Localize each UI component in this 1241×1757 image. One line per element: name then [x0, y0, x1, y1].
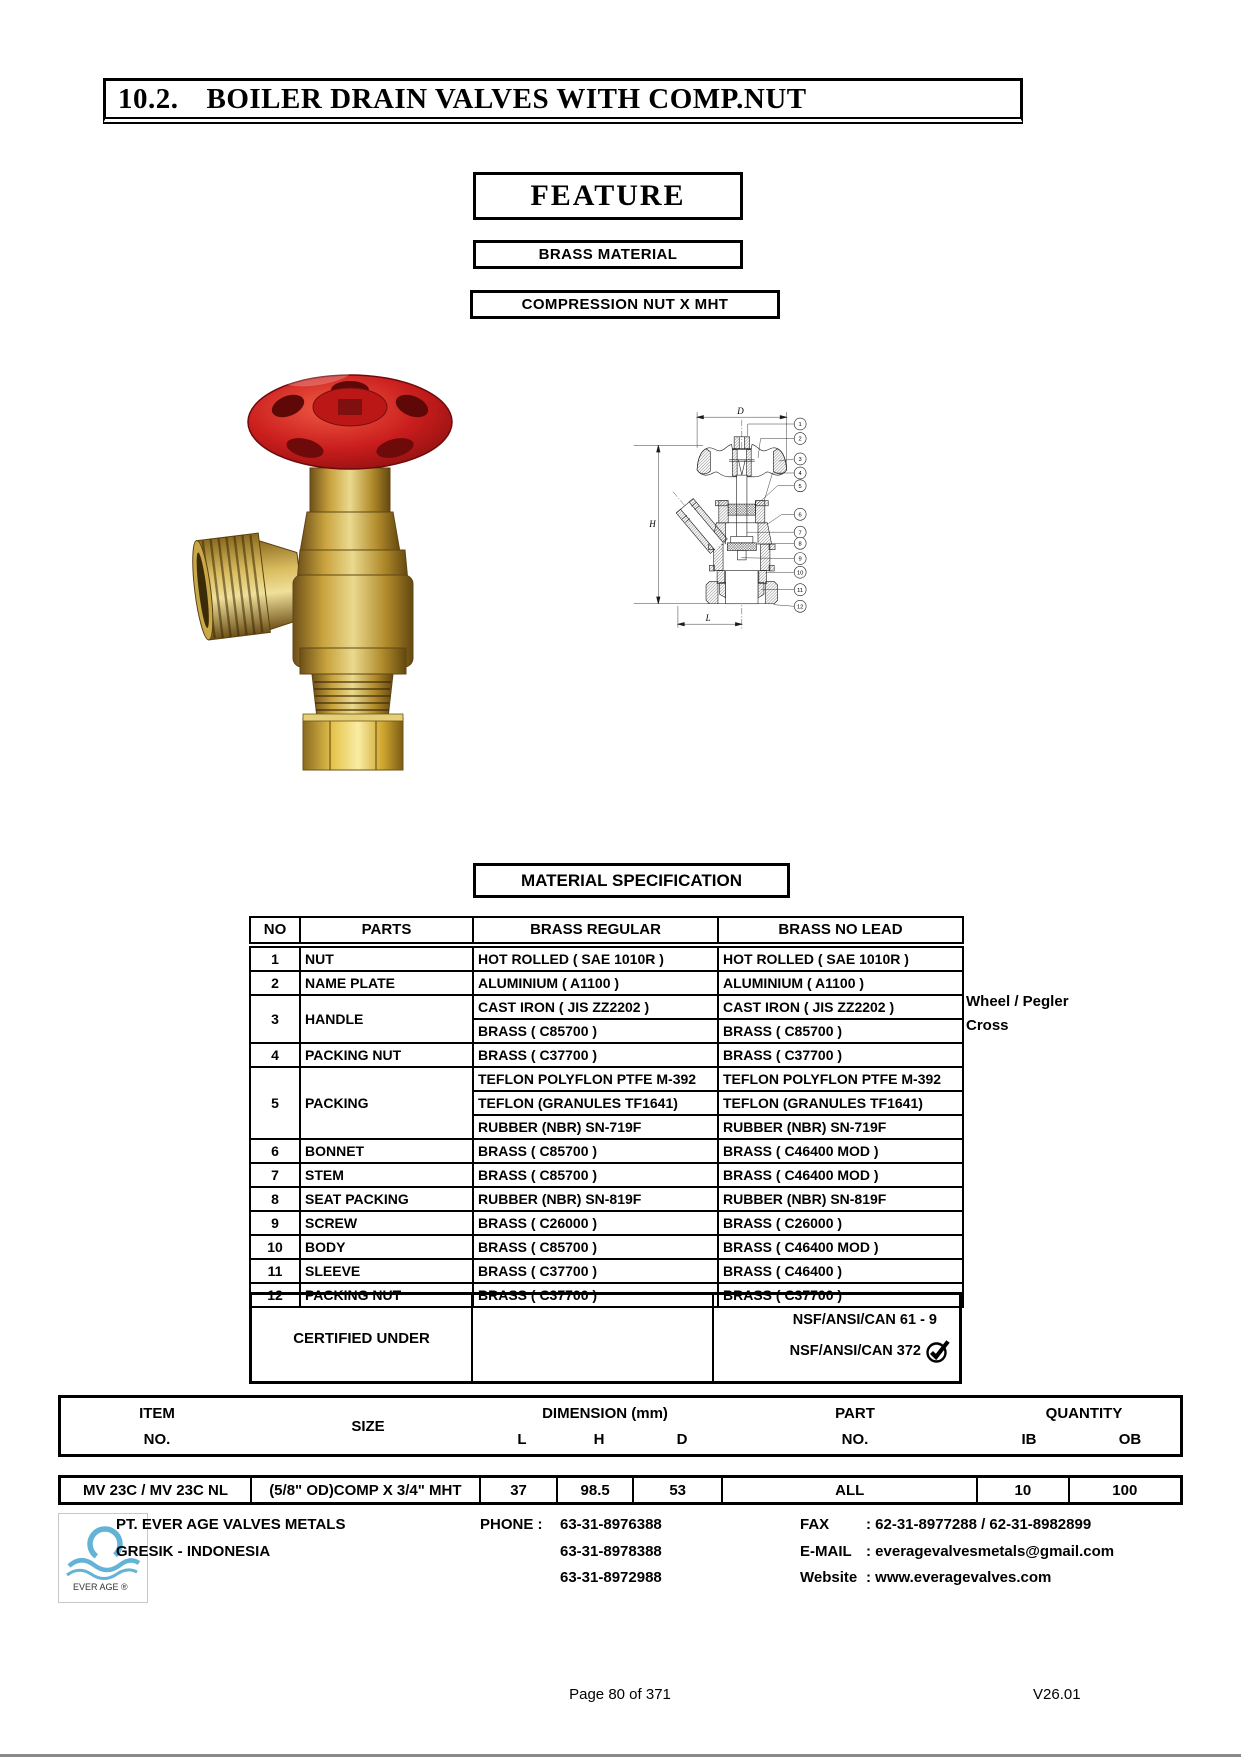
callout-number: 6 — [798, 512, 802, 519]
spec-row — [250, 1139, 963, 1163]
spec-regular-cell: BRASS ( C85700 ) — [473, 1163, 718, 1187]
handle-note-line2: Cross — [966, 1017, 1009, 1034]
spec-nolead-cell: ALUMINIUM ( A1100 ) — [718, 971, 963, 995]
spec-nolead-cell: RUBBER (NBR) SN-719F — [718, 1115, 963, 1139]
dim-d-value: 53 — [634, 1478, 724, 1502]
hdr-ob: OB — [1118, 1431, 1142, 1448]
dim-label-d: D — [737, 406, 744, 417]
spec-regular-cell: ALUMINIUM ( A1100 ) — [473, 971, 718, 995]
callout-leader-line — [748, 424, 794, 436]
part-no-value: ALL — [723, 1478, 978, 1502]
spec-no-cell: 3 — [250, 995, 300, 1043]
callout-number: 12 — [796, 604, 804, 611]
spec-row — [250, 995, 963, 1019]
phone-3: 63-31-8972988 — [560, 1569, 662, 1586]
hdr-quantity: QUANTITY — [1045, 1405, 1123, 1422]
spec-nolead-cell: TEFLON (GRANULES TF1641) — [718, 1091, 963, 1115]
dim-label-h: H — [649, 519, 656, 530]
callout-number: 9 — [798, 556, 802, 563]
spec-no-cell: 9 — [250, 1211, 300, 1235]
callout-leader-line — [764, 473, 794, 502]
page-number: Page 80 of 371 — [569, 1686, 671, 1703]
drawing-seat-packing — [727, 543, 756, 551]
hdr-dimension: DIMENSION (mm) — [542, 1405, 668, 1422]
drawing-bottom-nut — [706, 571, 778, 604]
spec-regular-cell: TEFLON (GRANULES TF1641) — [473, 1091, 718, 1115]
feature-material: BRASS MATERIAL — [473, 240, 743, 269]
spec-no-cell: 6 — [250, 1139, 300, 1163]
feature-connection: COMPRESSION NUT X MHT — [470, 290, 780, 319]
item-no-value: MV 23C / MV 23C NL — [61, 1478, 252, 1502]
photo-bottom-thread — [312, 674, 393, 718]
certified-empty-cell — [473, 1295, 714, 1381]
email-label: E-MAIL — [800, 1543, 852, 1560]
handle-note-line1: Wheel / Pegler — [966, 993, 1069, 1010]
spec-part-cell: PACKING — [300, 1067, 473, 1139]
certified-under-box — [249, 1292, 962, 1384]
spec-nolead-cell: HOT ROLLED ( SAE 1010R ) — [718, 945, 963, 971]
spec-regular-cell: BRASS ( C26000 ) — [473, 1211, 718, 1235]
certification-2: NSF/ANSI/CAN 372 — [789, 1343, 921, 1359]
spec-part-cell: HANDLE — [300, 995, 473, 1043]
email-value: : everagevalvesmetals@gmail.com — [866, 1543, 1115, 1560]
hdr-ib: IB — [1021, 1431, 1037, 1448]
feature-heading: FEATURE — [473, 172, 743, 220]
drawing-handwheel — [697, 444, 786, 476]
callout-number: 11 — [797, 587, 804, 594]
hdr-h: H — [593, 1431, 605, 1448]
page-title-box — [103, 78, 1023, 124]
spec-nolead-cell: BRASS ( C46400 MOD ) — [718, 1235, 963, 1259]
spec-nolead-cell: BRASS ( C85700 ) — [718, 1019, 963, 1043]
hdr-item: ITEM — [139, 1405, 175, 1422]
fax-value: : 62-31-8977288 / 62-31-8982899 — [866, 1516, 1092, 1533]
dim-label-l: L — [705, 612, 711, 623]
hdr-size: SIZE — [351, 1418, 385, 1435]
hdr-l: L — [517, 1431, 527, 1448]
spec-row — [250, 1211, 963, 1235]
spec-no-cell: 5 — [250, 1067, 300, 1139]
spec-no-cell: 1 — [250, 945, 300, 971]
spec-col-nolead: BRASS NO LEAD — [718, 917, 963, 945]
size-value: (5/8" OD)COMP X 3/4" MHT — [252, 1478, 481, 1502]
spec-regular-cell: CAST IRON ( JIS ZZ2202 ) — [473, 995, 718, 1019]
photo-packing-nut — [300, 512, 400, 552]
spec-part-cell: BONNET — [300, 1139, 473, 1163]
qty-ib-value: 10 — [978, 1478, 1070, 1502]
fax-label: FAX — [800, 1516, 830, 1533]
spec-regular-cell: TEFLON POLYFLON PTFE M-392 — [473, 1067, 718, 1091]
hdr-item-no: NO. — [143, 1431, 171, 1448]
callout-number: 8 — [798, 541, 802, 548]
website-value: : www.everagevalves.com — [866, 1569, 1052, 1586]
spec-nolead-cell: BRASS ( C46400 MOD ) — [718, 1139, 963, 1163]
photo-outlet-spout — [189, 529, 306, 641]
logo-text: EVER AGE ® — [73, 1582, 128, 1592]
spec-nolead-cell: CAST IRON ( JIS ZZ2202 ) — [718, 995, 963, 1019]
spec-no-cell: 12 — [250, 1283, 300, 1307]
spec-part-cell: SLEEVE — [300, 1259, 473, 1283]
material-spec-table — [249, 916, 964, 1308]
spec-regular-cell: HOT ROLLED ( SAE 1010R ) — [473, 945, 718, 971]
handle-note — [966, 990, 1116, 1038]
technical-drawing — [620, 295, 1080, 855]
drawing-stem-disc — [731, 536, 753, 542]
callout-number: 2 — [798, 436, 802, 443]
hdr-part: PART — [835, 1405, 875, 1422]
spec-part-cell: SEAT PACKING — [300, 1187, 473, 1211]
callout-number: 5 — [798, 483, 802, 490]
spec-nolead-cell: BRASS ( C26000 ) — [718, 1211, 963, 1235]
dim-l-value: 37 — [481, 1478, 559, 1502]
spec-col-regular: BRASS REGULAR — [473, 917, 718, 945]
version-label: V26.01 — [1033, 1686, 1081, 1703]
spec-regular-cell: BRASS ( C37700 ) — [473, 1043, 718, 1067]
drawing-packing — [728, 504, 755, 515]
certification-check-icon — [925, 1338, 951, 1364]
spec-row — [250, 971, 963, 995]
spec-row — [250, 1259, 963, 1283]
website-label: Website — [800, 1569, 858, 1586]
spec-part-cell: BODY — [300, 1235, 473, 1259]
spec-part-cell: SCREW — [300, 1211, 473, 1235]
callout-number: 3 — [798, 457, 802, 464]
callout-number: 7 — [798, 530, 802, 537]
spec-regular-cell: BRASS ( C85700 ) — [473, 1139, 718, 1163]
spec-no-cell: 11 — [250, 1259, 300, 1283]
spec-part-cell: NAME PLATE — [300, 971, 473, 995]
phone-label: PHONE : — [480, 1516, 543, 1533]
spec-no-cell: 10 — [250, 1235, 300, 1259]
spec-regular-cell: RUBBER (NBR) SN-719F — [473, 1115, 718, 1139]
certified-under-label: CERTIFIED UNDER — [252, 1295, 473, 1381]
spec-regular-cell: BRASS ( C85700 ) — [473, 1235, 718, 1259]
company-name: PT. EVER AGE VALVES METALS — [116, 1516, 346, 1533]
company-city: GRESIK - INDONESIA — [116, 1543, 271, 1560]
spec-row — [250, 945, 963, 971]
item-table-row — [58, 1475, 1183, 1505]
spec-regular-cell: BRASS ( C85700 ) — [473, 1019, 718, 1043]
page-title: BOILER DRAIN VALVES WITH COMP.NUT — [206, 82, 807, 115]
certification-1: NSF/ANSI/CAN 61 - 9 — [792, 1312, 937, 1328]
hdr-d: D — [676, 1431, 688, 1448]
photo-handwheel — [248, 362, 452, 469]
callout-number: 1 — [798, 422, 802, 429]
spec-header-row — [250, 917, 963, 945]
fax-line — [800, 1516, 1091, 1533]
spec-nolead-cell: TEFLON POLYFLON PTFE M-392 — [718, 1067, 963, 1091]
callout-leader-line — [768, 514, 794, 523]
callout-leader-line — [773, 605, 794, 607]
photo-stem-nut — [310, 468, 390, 514]
hdr-part-no: NO. — [841, 1431, 869, 1448]
spec-no-cell: 7 — [250, 1163, 300, 1187]
spec-row — [250, 1163, 963, 1187]
qty-ob-value: 100 — [1112, 1481, 1138, 1499]
spec-no-cell: 2 — [250, 971, 300, 995]
spec-no-cell: 8 — [250, 1187, 300, 1211]
spec-part-cell: STEM — [300, 1163, 473, 1187]
spec-regular-cell: BRASS ( C37700 ) — [473, 1259, 718, 1283]
spec-regular-cell: BRASS ( C37700 ) — [473, 1283, 718, 1307]
spec-nolead-cell: BRASS ( C46400 ) — [718, 1259, 963, 1283]
spec-row — [250, 1067, 963, 1091]
certification-list — [714, 1295, 959, 1381]
spec-nolead-cell: BRASS ( C37700 ) — [718, 1043, 963, 1067]
spec-col-no: NO — [250, 917, 300, 945]
spec-row — [250, 1043, 963, 1067]
spec-regular-cell: RUBBER (NBR) SN-819F — [473, 1187, 718, 1211]
drawing-screw — [738, 551, 747, 560]
phone-1: 63-31-8976388 — [560, 1516, 662, 1533]
spec-row — [250, 1235, 963, 1259]
product-photo-valve — [150, 330, 470, 775]
section-number: 10.2. — [118, 82, 179, 115]
photo-compression-nut — [303, 714, 403, 770]
material-spec-heading: MATERIAL SPECIFICATION — [473, 863, 790, 898]
spec-part-cell: PACKING NUT — [300, 1283, 473, 1307]
dim-h-value: 98.5 — [558, 1478, 634, 1502]
spec-row — [250, 1187, 963, 1211]
spec-no-cell: 4 — [250, 1043, 300, 1067]
spec-part-cell: NUT — [300, 945, 473, 971]
drawing-sleeve — [720, 582, 726, 597]
spec-col-parts: PARTS — [300, 917, 473, 945]
item-table-header — [58, 1395, 1183, 1457]
spec-nolead-cell: RUBBER (NBR) SN-819F — [718, 1187, 963, 1211]
callout-number: 10 — [796, 570, 804, 577]
phone-2: 63-31-8978388 — [560, 1543, 662, 1560]
email-line — [800, 1543, 1114, 1560]
spec-part-cell: PACKING NUT — [300, 1043, 473, 1067]
spec-nolead-cell: BRASS ( C46400 MOD ) — [718, 1163, 963, 1187]
website-line — [800, 1569, 1051, 1586]
spec-nolead-cell: BRASS ( C37700 ) — [718, 1283, 963, 1307]
callout-number: 4 — [798, 471, 802, 478]
